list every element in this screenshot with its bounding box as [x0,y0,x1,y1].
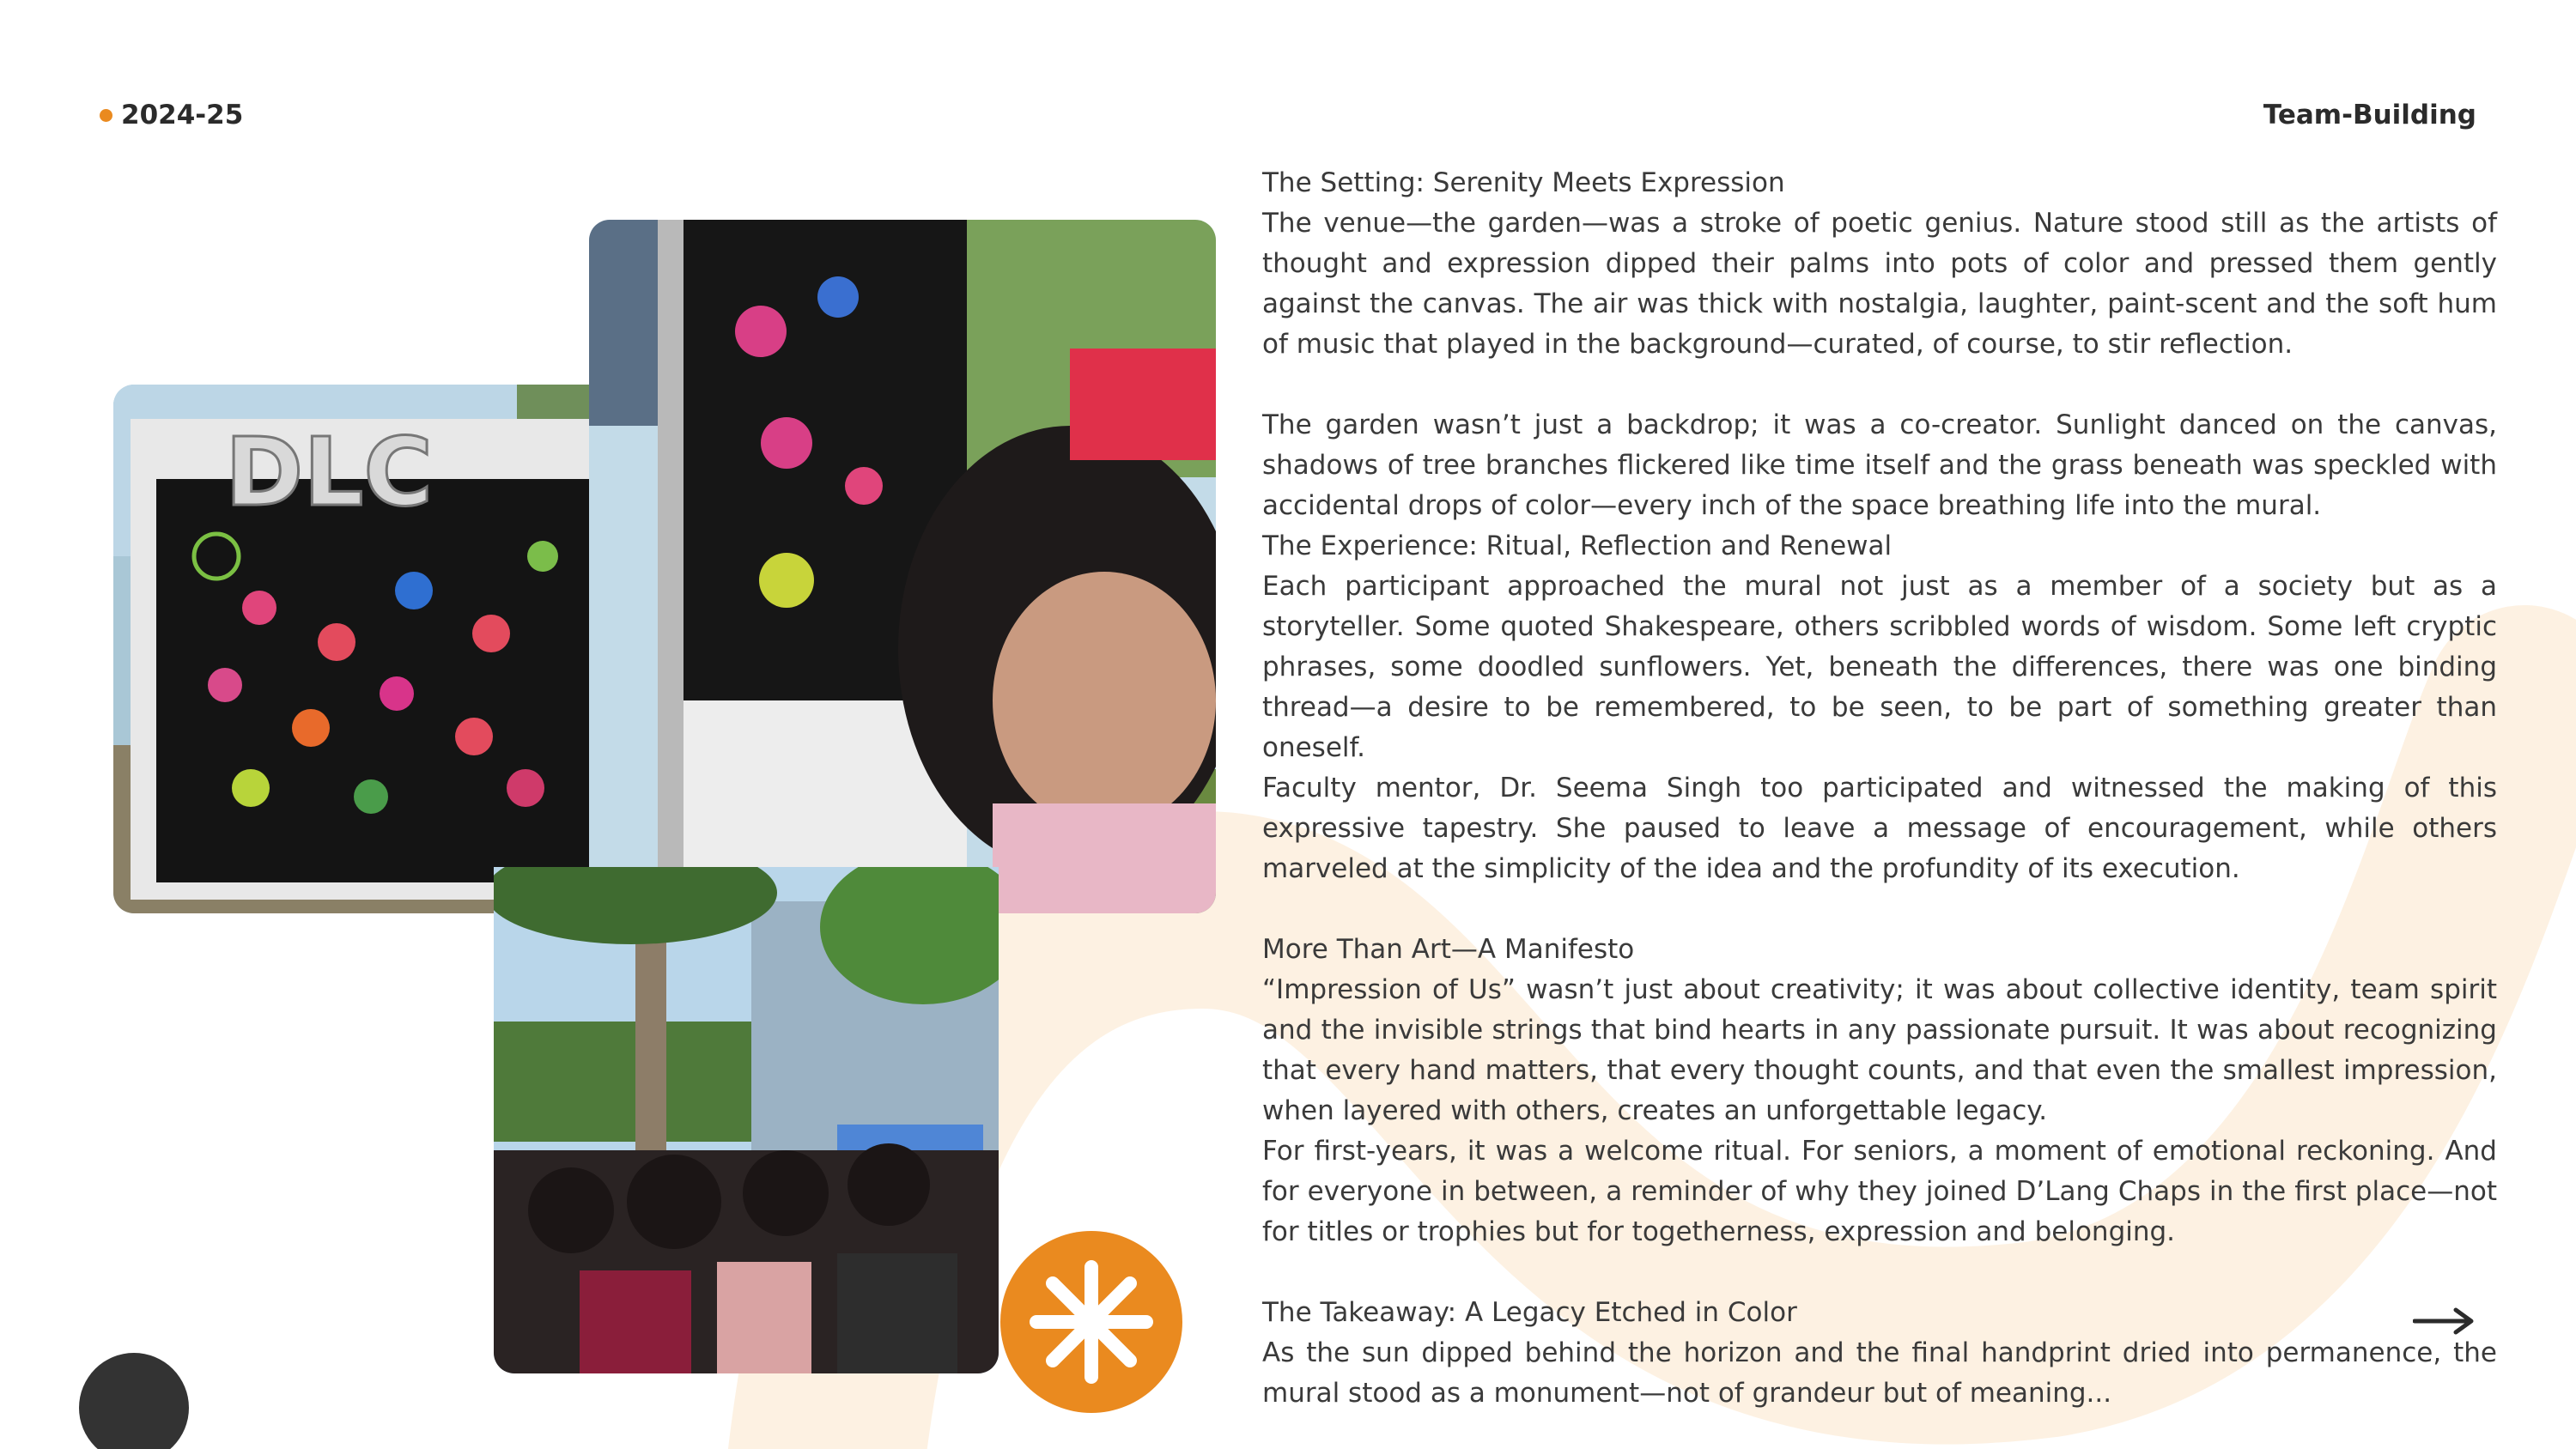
article-body [1262,163,2497,1414]
photo-crowd-garden [494,867,999,1373]
section-heading: The Setting: Serenity Meets Expression [1262,167,1785,198]
paragraph: For first-years, it was a welcome ritual. For seniors, a moment of emotional reckoning. And for everyone in between, a reminder of why they joined D’Lang Chaps in the first place—not for titles or trophies but for togetherness, expression and belonging. [1262,1136,2497,1247]
category-label: Team-Building [2263,100,2476,130]
board-sign-text: DLC [225,417,434,527]
paragraph: “Impression of Us” wasn’t just about creativity; it was about collective identity, team spirit and the invisible strings that bind hearts in any passionate pursuit. It was about recognizing that every hand matters, that every thought counts, and that even the smallest impression, when layered with others, creates an unforgettable legacy. [1262,974,2497,1126]
arrow-right-icon[interactable] [2413,1307,2475,1336]
paragraph: As the sun dipped behind the horizon and the final handprint dried into permanence, the mural stood as a monument—not of grandeur but of meaning... [1262,1337,2497,1409]
asterisk-icon [1000,1231,1182,1413]
section-heading: The Experience: Ritual, Reflection and Renewal [1262,530,1893,561]
paragraph: Each participant approached the mural not just as a member of a society but as a storyteller. Some quoted Shakespeare, others scribbled words of wisdom. Some left cryptic phrases, some doodled sunflowers. Yet, beneath the differences, there was one binding thread—a desire to be remembered, to be seen, to be part of something greater than oneself. [1262,571,2497,763]
paragraph: The garden wasn’t just a backdrop; it was a co-creator. Sunlight danced on the canvas, shadows of tree branches flickered like time itself and the grass beneath was speckled with accidental drops of color—every inch of the space breathing life into the mural. [1262,409,2497,521]
section-heading: More Than Art—A Manifesto [1262,934,1635,965]
dot-icon [100,109,112,122]
photo-handprint-board [113,385,653,913]
year-label [100,100,243,130]
photo-students-painting [589,220,1216,913]
year-text: 2024-25 [121,100,244,130]
paragraph: Faculty mentor, Dr. Seema Singh too participated and witnessed the making of this expressive tapestry. She paused to leave a message of encouragement, while others marveled at the simplicity of the idea and the profundity of its execution. [1262,773,2497,884]
paragraph: The venue—the garden—was a stroke of poetic genius. Nature stood still as the artists of thought and expression dipped their palms into pots of color and pressed them gently against the canvas. The air was thick with nostalgia, laughter, paint-scent and the soft hum of music that played in the background—curated, of course, to stir reflection. [1262,208,2497,360]
section-heading: The Takeaway: A Legacy Etched in Color [1262,1297,1797,1328]
